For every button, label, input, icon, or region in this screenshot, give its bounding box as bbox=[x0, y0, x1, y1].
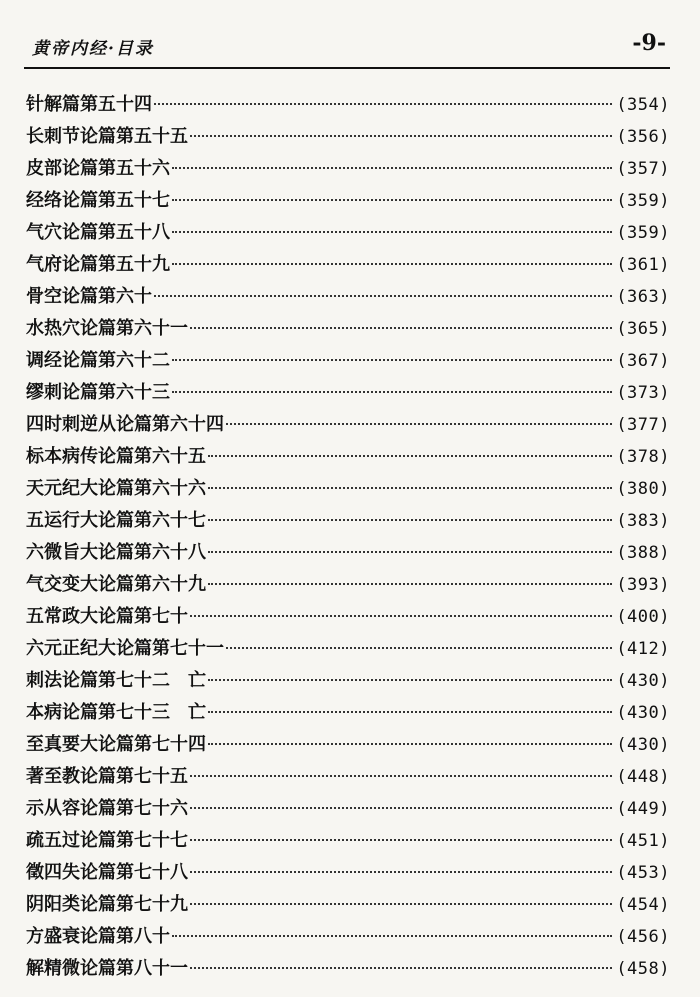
toc-entry bbox=[26, 890, 670, 922]
toc-entry-page: (359) bbox=[616, 191, 670, 211]
toc-entry-page: (357) bbox=[616, 159, 670, 179]
toc-entry-title: 气交变大论篇第六十九 bbox=[26, 574, 206, 595]
toc-entry-title: 五运行大论篇第六十七 bbox=[26, 510, 206, 531]
toc-entry-page: (453) bbox=[616, 863, 670, 883]
toc-entry-page: (367) bbox=[616, 351, 670, 371]
toc-entry bbox=[26, 922, 670, 954]
toc-entry bbox=[26, 570, 670, 602]
toc-entry-title: 标本病传论篇第六十五 bbox=[26, 446, 206, 467]
dot-leader bbox=[172, 231, 612, 233]
toc-entry bbox=[26, 378, 670, 410]
toc-entry-page: (388) bbox=[616, 543, 670, 563]
toc-entry-title: 六元正纪大论篇第七十一 bbox=[26, 638, 224, 659]
dot-leader bbox=[208, 551, 612, 553]
toc-entry-title: 骨空论篇第六十 bbox=[26, 286, 152, 307]
toc-entry-page: (354) bbox=[616, 95, 670, 115]
dot-leader bbox=[190, 839, 612, 841]
page-header bbox=[24, 30, 670, 64]
dot-leader bbox=[190, 135, 612, 137]
dot-leader bbox=[190, 615, 612, 617]
dot-leader bbox=[208, 455, 612, 457]
toc-entry-page: (365) bbox=[616, 319, 670, 339]
toc-entry-page: (451) bbox=[616, 831, 670, 851]
toc-entry bbox=[26, 250, 670, 282]
toc-entry-title: 疏五过论篇第七十七 bbox=[26, 830, 188, 851]
toc-entry-page: (458) bbox=[616, 959, 670, 979]
toc-entry-title: 缪刺论篇第六十三 bbox=[26, 382, 170, 403]
dot-leader bbox=[154, 103, 612, 105]
toc-entry-title: 六微旨大论篇第六十八 bbox=[26, 542, 206, 563]
toc-entry-title: 解精微论篇第八十一 bbox=[26, 958, 188, 979]
dot-leader bbox=[208, 679, 612, 681]
dot-leader bbox=[172, 935, 612, 937]
toc-entry bbox=[26, 346, 670, 378]
toc-entry bbox=[26, 602, 670, 634]
toc-entry bbox=[26, 314, 670, 346]
toc-entry-title: 四时刺逆从论篇第六十四 bbox=[26, 414, 224, 435]
toc-entry-page: (377) bbox=[616, 415, 670, 435]
dot-leader bbox=[190, 871, 612, 873]
toc-entry-title: 天元纪大论篇第六十六 bbox=[26, 478, 206, 499]
toc-entry-title: 调经论篇第六十二 bbox=[26, 350, 170, 371]
table-of-contents bbox=[26, 90, 670, 986]
toc-entry-title: 阴阳类论篇第七十九 bbox=[26, 894, 188, 915]
toc-entry-page: (456) bbox=[616, 927, 670, 947]
toc-entry bbox=[26, 730, 670, 762]
toc-entry-page: (378) bbox=[616, 447, 670, 467]
toc-entry bbox=[26, 698, 670, 730]
toc-entry bbox=[26, 410, 670, 442]
toc-entry-page: (430) bbox=[616, 703, 670, 723]
toc-entry bbox=[26, 762, 670, 794]
toc-entry-page: (430) bbox=[616, 735, 670, 755]
toc-entry-page: (383) bbox=[616, 511, 670, 531]
toc-entry bbox=[26, 442, 670, 474]
toc-entry-title: 长刺节论篇第五十五 bbox=[26, 126, 188, 147]
dot-leader bbox=[226, 423, 612, 425]
toc-entry-page: (448) bbox=[616, 767, 670, 787]
toc-entry-title: 方盛衰论篇第八十 bbox=[26, 926, 170, 947]
toc-entry bbox=[26, 186, 670, 218]
dot-leader bbox=[208, 743, 612, 745]
toc-entry bbox=[26, 538, 670, 570]
toc-entry-title: 徵四失论篇第七十八 bbox=[26, 862, 188, 883]
toc-entry bbox=[26, 122, 670, 154]
toc-entry-page: (361) bbox=[616, 255, 670, 275]
toc-entry-title: 五常政大论篇第七十 bbox=[26, 606, 188, 627]
dot-leader bbox=[172, 263, 612, 265]
dot-leader bbox=[172, 199, 612, 201]
dot-leader bbox=[208, 583, 612, 585]
dot-leader bbox=[190, 327, 612, 329]
toc-entry bbox=[26, 474, 670, 506]
toc-entry-title: 本病论篇第七十三 亡 bbox=[26, 702, 206, 723]
toc-entry bbox=[26, 90, 670, 122]
toc-entry-page: (356) bbox=[616, 127, 670, 147]
dot-leader bbox=[172, 167, 612, 169]
toc-entry-page: (430) bbox=[616, 671, 670, 691]
header-rule bbox=[24, 67, 670, 69]
toc-entry-title: 至真要大论篇第七十四 bbox=[26, 734, 206, 755]
dot-leader bbox=[208, 519, 612, 521]
toc-entry-title: 示从容论篇第七十六 bbox=[26, 798, 188, 819]
toc-entry-page: (449) bbox=[616, 799, 670, 819]
dot-leader bbox=[208, 711, 612, 713]
toc-entry-page: (393) bbox=[616, 575, 670, 595]
dot-leader bbox=[190, 807, 612, 809]
toc-entry-page: (373) bbox=[616, 383, 670, 403]
dot-leader bbox=[190, 775, 612, 777]
toc-entry-title: 刺法论篇第七十二 亡 bbox=[26, 670, 206, 691]
dot-leader bbox=[226, 647, 612, 649]
dot-leader bbox=[190, 903, 612, 905]
toc-entry bbox=[26, 634, 670, 666]
toc-entry bbox=[26, 858, 670, 890]
toc-entry-title: 针解篇第五十四 bbox=[26, 94, 152, 115]
toc-entry-title: 气府论篇第五十九 bbox=[26, 254, 170, 275]
toc-entry-page: (412) bbox=[616, 639, 670, 659]
dot-leader bbox=[208, 487, 612, 489]
toc-entry bbox=[26, 794, 670, 826]
toc-entry-page: (380) bbox=[616, 479, 670, 499]
toc-entry bbox=[26, 282, 670, 314]
toc-entry-page: (359) bbox=[616, 223, 670, 243]
toc-entry-title: 气穴论篇第五十八 bbox=[26, 222, 170, 243]
dot-leader bbox=[172, 359, 612, 361]
toc-entry-title: 水热穴论篇第六十一 bbox=[26, 318, 188, 339]
page-number: -9- bbox=[632, 30, 666, 56]
toc-entry bbox=[26, 218, 670, 250]
toc-entry-title: 皮部论篇第五十六 bbox=[26, 158, 170, 179]
toc-entry bbox=[26, 954, 670, 986]
dot-leader bbox=[172, 391, 612, 393]
toc-entry bbox=[26, 506, 670, 538]
toc-entry-page: (454) bbox=[616, 895, 670, 915]
toc-entry-page: (363) bbox=[616, 287, 670, 307]
toc-entry bbox=[26, 826, 670, 858]
toc-entry-title: 经络论篇第五十七 bbox=[26, 190, 170, 211]
toc-entry bbox=[26, 666, 670, 698]
toc-entry bbox=[26, 154, 670, 186]
running-title: 黄帝内经·目录 bbox=[32, 39, 154, 59]
toc-entry-title: 著至教论篇第七十五 bbox=[26, 766, 188, 787]
toc-entry-page: (400) bbox=[616, 607, 670, 627]
dot-leader bbox=[154, 295, 612, 297]
dot-leader bbox=[190, 967, 612, 969]
